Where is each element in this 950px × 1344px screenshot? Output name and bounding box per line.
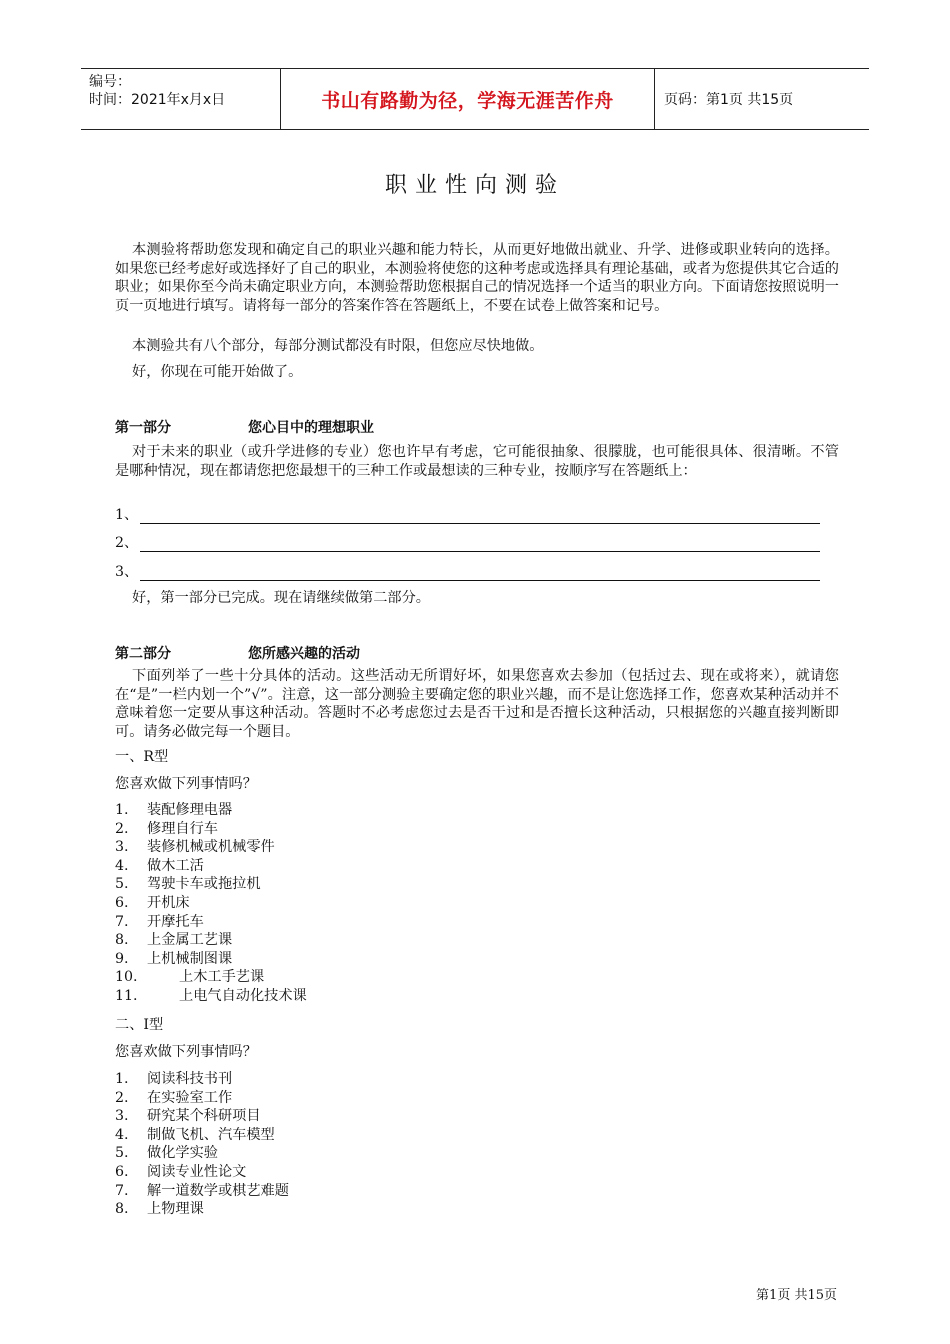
page-footer: 第1页 共15页 <box>756 1288 837 1303</box>
list-item: 10. 上木工手艺课 <box>115 969 265 986</box>
intro-parts-note: 本测验共有八个部分，每部分测试都没有时限，但您应尽快地做。 <box>132 338 544 354</box>
part1-description: 对于未来的职业（或升学进修的专业）您也许早有考虑，它可能很抽象、很朦胧，也可能很具体、很清晰。不管是哪种情况，现在都请您把您最想干的三种工作或最想读的三种专业，按顺序写在答题纸上： <box>115 444 839 479</box>
intro-paragraph: 本测验将帮助您发现和确定自己的职业兴趣和能力特长，从而更好地做出就业、升学、进修或职业转向的选择。如果您已经考虑好或选择好了自己的职业，本测验将使您的这种考虑或选择具有理论基础，或者为您提供其它合适的职业；如果你至今尚未确定职业方向，本测验帮助您根据自己的情况选择一个适当的职业方向。下面请您按照说明一页一页地进行填写。请将每一部分的答案作答在答题纸上，不要在试卷上做答案和记号。 <box>115 242 839 314</box>
blank-label: 2、 <box>115 535 139 551</box>
list-item: 3. 研究某个科研项目 <box>115 1108 261 1125</box>
part2-description: 下面列举了一些十分具体的活动。这些活动无所谓好坏，如果您喜欢去参加（包括过去、现在或将来），就请您在“是”一栏内划一个”√”。注意，这一部分测验主要确定您的职业兴趣，而不是让您选择工作，您喜欢某种活动并不意味着您一定要从事这种活动。答题时不必考虑您过去是否干过和是否擅长这种活动，只根据您的兴趣直接判断即可。请务必做完每一个题目。 <box>115 668 839 740</box>
list-item: 4. 制做飞机、汽车模型 <box>115 1126 275 1143</box>
list-item: 9. 上机械制图课 <box>115 950 233 967</box>
part1-done-note: 好，第一部分已完成。现在请继续做第二部分。 <box>132 590 430 606</box>
answer-blank-1 <box>115 504 820 524</box>
list-item: 8. 上物理课 <box>115 1201 204 1218</box>
answer-line[interactable] <box>140 507 820 524</box>
answer-line[interactable] <box>140 535 820 552</box>
part2-heading <box>115 643 360 663</box>
motto: 书山有路勤为径，学海无涯苦作舟 <box>321 89 614 112</box>
intro-start-note: 好，你现在可能开始做了。 <box>132 364 303 380</box>
answer-line[interactable] <box>140 564 820 581</box>
part2-title: 您所感兴趣的活动 <box>248 646 360 662</box>
list-item: 4. 做木工活 <box>115 857 204 874</box>
list-item: 11. 上电气自动化技术课 <box>115 987 307 1004</box>
list-item: 6. 开机床 <box>115 894 190 911</box>
code-label: 编号： <box>89 74 131 90</box>
list-item: 7. 开摩托车 <box>115 913 204 930</box>
r-type-heading: 一、R型 <box>115 749 169 765</box>
list-item: 7. 解一道数学或棋艺难题 <box>115 1182 289 1199</box>
part1-number: 第一部分 <box>115 420 171 436</box>
answer-blank-2 <box>115 532 820 552</box>
header-motto-cell <box>281 69 655 129</box>
list-item: 6. 阅读专业性论文 <box>115 1163 247 1180</box>
header-table <box>81 68 869 130</box>
list-item: 2. 在实验室工作 <box>115 1089 233 1106</box>
list-item: 5. 驾驶卡车或拖拉机 <box>115 876 261 893</box>
blank-label: 1、 <box>115 507 139 523</box>
header-meta <box>81 69 281 129</box>
blank-label: 3、 <box>115 564 139 580</box>
i-type-question: 您喜欢做下列事情吗？ <box>115 1044 257 1060</box>
i-type-heading: 二、I型 <box>115 1017 164 1033</box>
time-label: 时间：2021年x月x日 <box>89 92 226 108</box>
i-type-list <box>115 1070 289 1219</box>
list-item: 3. 装修机械或机械零件 <box>115 839 275 856</box>
page-title: 职业性向测验 <box>384 173 565 198</box>
page-label: 页码：第1页 共15页 <box>664 92 794 108</box>
r-type-list <box>115 801 307 1006</box>
answer-blank-3 <box>115 561 820 581</box>
r-type-question: 您喜欢做下列事情吗？ <box>115 776 257 792</box>
part2-number: 第二部分 <box>115 646 171 662</box>
list-item: 1. 阅读科技书刊 <box>115 1071 233 1087</box>
list-item: 1. 装配修理电器 <box>115 802 233 818</box>
list-item: 2. 修理自行车 <box>115 820 218 837</box>
list-item: 8. 上金属工艺课 <box>115 932 233 949</box>
header-page-cell <box>655 69 869 129</box>
part1-heading <box>115 417 374 437</box>
part1-title: 您心目中的理想职业 <box>248 420 374 436</box>
list-item: 5. 做化学实验 <box>115 1145 218 1162</box>
